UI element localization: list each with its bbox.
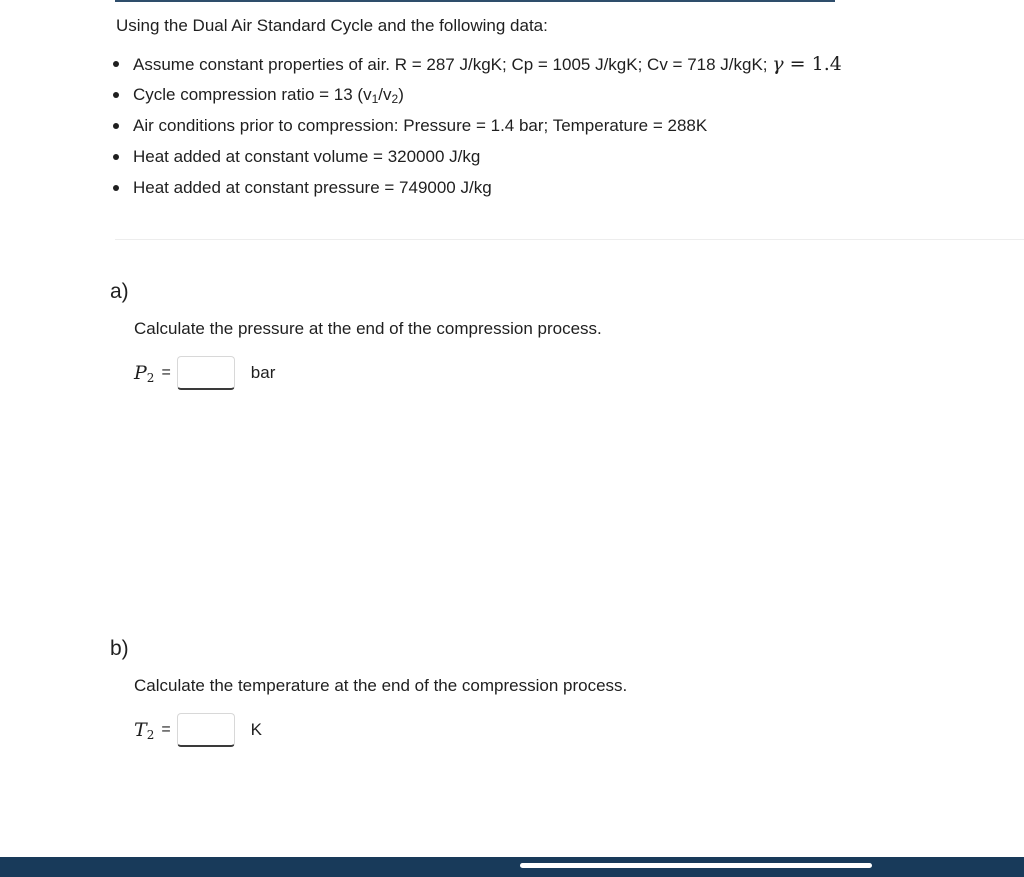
list-item-text: Heat added at constant pressure = 749000 J/kg (133, 178, 492, 197)
part-b-label: b) (110, 637, 129, 660)
list-item (108, 112, 842, 143)
t2-answer-input[interactable] (177, 713, 235, 747)
variable-letter: P (134, 362, 147, 384)
list-item-text: /v (378, 85, 392, 104)
equals-sign: = (161, 364, 171, 381)
bullet-icon (113, 123, 119, 129)
top-divider (115, 0, 835, 2)
unit-label: K (250, 720, 263, 739)
part-a-label: a) (110, 280, 129, 303)
gamma-symbol: γ (772, 53, 784, 75)
list-item (108, 81, 842, 112)
subscript: 1 (371, 92, 379, 106)
bullet-icon (113, 61, 119, 67)
part-b-question: Calculate the temperature at the end of the compression process. (134, 676, 628, 695)
unit-label: bar (250, 363, 276, 382)
section-divider (115, 239, 1024, 240)
list-item-text: Assume constant properties of air. R = 287 J/kgK; Cp = 1005 J/kgK; Cv = 718 J/kgK; (133, 55, 773, 74)
variable-symbol (134, 719, 154, 741)
variable-subscript: 2 (146, 728, 155, 742)
subscript: 2 (391, 92, 399, 106)
list-item (108, 174, 842, 205)
list-item-text: Air conditions prior to compression: Pressure = 1.4 bar; Temperature = 288K (133, 116, 708, 135)
variable-subscript: 2 (146, 371, 155, 385)
variable-letter: T (134, 719, 147, 741)
part-a-answer-row (134, 354, 275, 392)
bottom-bar (0, 857, 1024, 877)
list-item (108, 50, 842, 81)
list-item-text: Heat added at constant volume = 320000 J/kg (133, 147, 481, 166)
variable-symbol (134, 362, 154, 384)
intro-text: Using the Dual Air Standard Cycle and the following data: (116, 16, 548, 35)
part-a-question: Calculate the pressure at the end of the compression process. (134, 319, 602, 338)
bullet-icon (113, 154, 119, 160)
bullet-icon (113, 185, 119, 191)
list-item (108, 143, 842, 174)
list-item-text: ) (398, 85, 404, 104)
home-indicator[interactable] (520, 863, 872, 868)
gamma-value: = 1.4 (783, 53, 842, 75)
list-item-text: Cycle compression ratio = 13 (v (133, 85, 372, 104)
p2-answer-input[interactable] (177, 356, 235, 390)
equals-sign: = (161, 721, 171, 738)
part-b-answer-row (134, 711, 262, 749)
given-data-list (108, 50, 842, 205)
bullet-icon (113, 92, 119, 98)
